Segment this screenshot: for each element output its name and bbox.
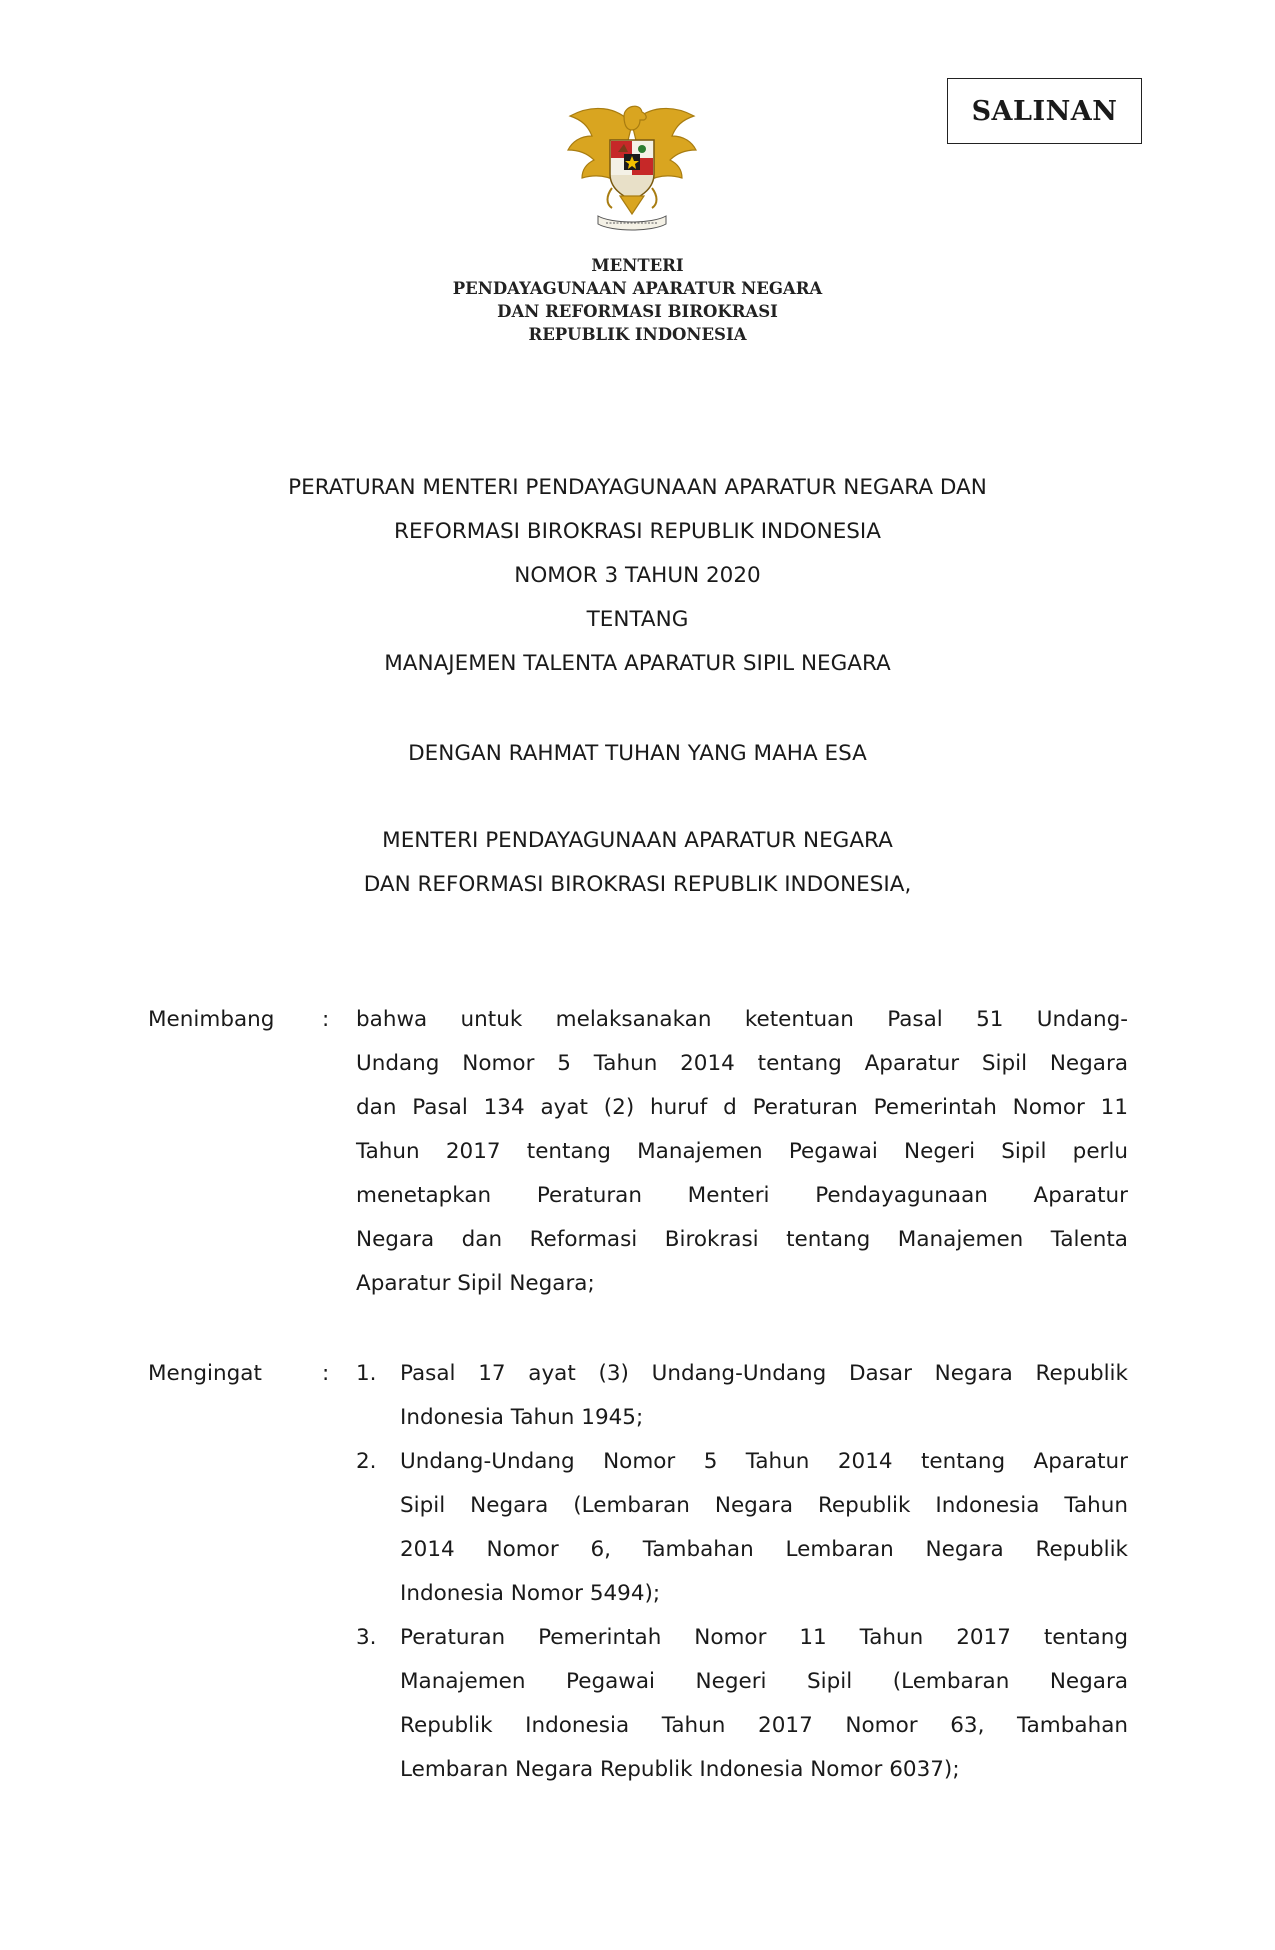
considering-colon: : — [322, 1007, 330, 1032]
title-line: PERATURAN MENTERI PENDAYAGUNAAN APARATUR NEGARA DAN — [288, 475, 987, 500]
invocation-line: DENGAN RAHMAT TUHAN YANG MAHA ESA — [408, 741, 867, 766]
considering-label: Menimbang — [148, 1007, 275, 1032]
considering-line: dan Pasal 134 ayat (2) huruf d Peraturan Pemerintah Nomor 11 — [356, 1095, 1128, 1120]
item-number: 2. — [356, 1449, 377, 1474]
minister-line: MENTERI PENDAYAGUNAAN APARATUR NEGARA — [382, 828, 893, 853]
item-line: 2014 Nomor 6, Tambahan Lembaran Negara Republik — [400, 1537, 1128, 1562]
item-text — [400, 1616, 1128, 1792]
considering-line: Undang Nomor 5 Tahun 2014 tentang Aparatur Sipil Negara — [356, 1051, 1128, 1076]
item-number: 1. — [356, 1361, 377, 1386]
item-line: Undang-Undang Nomor 5 Tahun 2014 tentang Aparatur — [400, 1449, 1128, 1474]
institution-line: PENDAYAGUNAAN APARATUR NEGARA — [452, 279, 823, 298]
minister-heading — [0, 819, 1275, 907]
item-line: Manajemen Pegawai Negeri Sipil (Lembaran Negara — [400, 1669, 1128, 1694]
item-line: Indonesia Tahun 1945; — [400, 1405, 644, 1430]
minister-line: DAN REFORMASI BIROKRASI REPUBLIK INDONESIA, — [363, 872, 912, 897]
garuda-emblem-icon — [562, 96, 702, 236]
item-line: Republik Indonesia Tahun 2017 Nomor 63, Tambahan — [400, 1713, 1128, 1738]
considering-line: Tahun 2017 tentang Manajemen Pegawai Negeri Sipil perlu — [356, 1139, 1128, 1164]
institution-heading — [0, 254, 1275, 346]
title-line: REFORMASI BIROKRASI REPUBLIK INDONESIA — [394, 519, 881, 544]
considering-text — [356, 998, 1128, 1306]
item-number: 3. — [356, 1625, 377, 1650]
considering-line: menetapkan Peraturan Menteri Pendayagunaan Aparatur — [356, 1183, 1128, 1208]
item-line: Indonesia Nomor 5494); — [400, 1581, 661, 1606]
title-line: NOMOR 3 TAHUN 2020 — [514, 563, 761, 588]
considering-line: bahwa untuk melaksanakan ketentuan Pasal 51 Undang- — [356, 1007, 1128, 1032]
item-text — [400, 1352, 1128, 1440]
institution-line: MENTERI — [591, 256, 684, 275]
regulation-title — [0, 466, 1275, 686]
item-text — [400, 1440, 1128, 1616]
salinan-stamp: SALINAN — [947, 78, 1142, 144]
title-line: MANAJEMEN TALENTA APARATUR SIPIL NEGARA — [384, 651, 891, 676]
title-line: TENTANG — [586, 607, 689, 632]
considering-line: Aparatur Sipil Negara; — [356, 1271, 595, 1296]
observing-colon: : — [322, 1361, 330, 1386]
item-line: Lembaran Negara Republik Indonesia Nomor 6037); — [400, 1757, 960, 1782]
item-line: Sipil Negara (Lembaran Negara Republik Indonesia Tahun — [400, 1493, 1128, 1518]
institution-line: DAN REFORMASI BIROKRASI — [497, 302, 778, 321]
item-line: Peraturan Pemerintah Nomor 11 Tahun 2017 tentang — [400, 1625, 1128, 1650]
institution-line: REPUBLIK INDONESIA — [528, 325, 747, 344]
observing-label: Mengingat — [148, 1361, 262, 1386]
item-line: Pasal 17 ayat (3) Undang-Undang Dasar Negara Republik — [400, 1361, 1128, 1386]
considering-line: Negara dan Reformasi Birokrasi tentang Manajemen Talenta — [356, 1227, 1128, 1252]
